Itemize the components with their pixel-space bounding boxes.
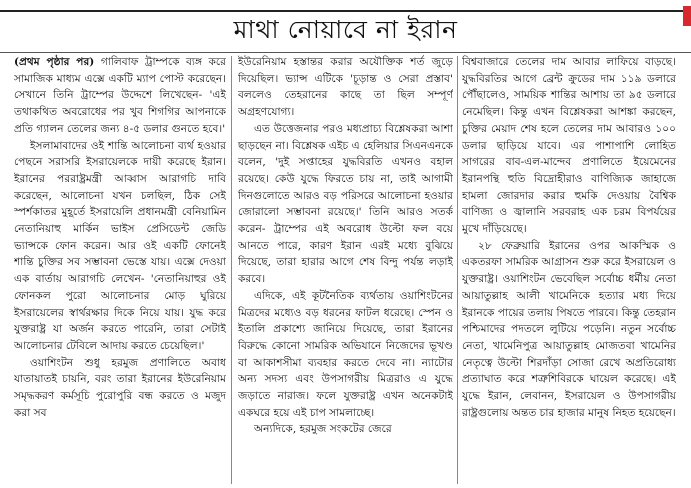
paragraph: ওয়াশিংটন শুধু হরমুজ প্রণালিতে অবাধ যাতায়াতই চায়নি, বরং তারা ইরানের ইউরেনিয়াম সমৃদ্ধকরণ কর্মসূচি পুরোপুরি বন্ধ করতে ও মজুদ করা সব <box>14 356 226 419</box>
headline-banner <box>0 12 691 50</box>
paragraph: ২৮ ফেব্রুয়ারি ইরানের ওপর আকস্মিক ও একতরফা সামরিক আগ্রাসন শুরু করে ইসরায়েল ও যুক্তরাষ্ট্র। ওয়াশিংটন ভেবেছিল সর্বোচ্চ ধর্মীয় নেতা আয়াতুল্লাহ আলী খামেনিকে হত্যার মধ্য দিয়ে ইরানকে পায়ের তলায় পিষতে পারবে। কিন্তু তেহরান পশ্চিমাদের পদতলে লুটিয়ে পড়েনি। নতুন সর্বোচ্চ নেতা, খামেনিপুত্র আয়াতুল্লাহ মোজতবা খামেনির নেতৃত্বে উল্টো শিরদাঁড়া সোজা রেখে অপ্রতিরোধ্য প্রত্যাঘাত করে শত্রুশিবিরকে ঘায়েল করেছে। এই যুদ্ধে ইরান, লেবানন, ইসরায়েল ও উপসাগরীয় রাষ্ট্রগুলোয় অন্তত চার হাজার মানুষ নিহত হয়েছেন। <box>462 239 676 419</box>
headline: মাথা নোয়াবে না ইরান <box>233 14 458 44</box>
article-column-3 <box>462 54 676 484</box>
paragraph-text: গালিবাফ ট্রাম্পকে ব্যঙ্গ করে সামাজিক মাধ্যম এক্সে একটি ম্যাপ পোস্ট করেছেন। সেখানে তিনি ট্রাম্পের উদ্দেশে লিখেছেন- 'এই তথাকথিত অবরোধের পর খুব শিগগির আপনাকে প্রতি গ্যালন তেলের জন্য ৪-৫ ডলার গুনতে হবে।' <box>14 56 226 135</box>
paragraph: অন্যদিকে, হরমুজ সংকটের জেরে <box>254 423 392 436</box>
paragraph: ইসলামাবাদের ওই শান্তি আলোচনা ব্যর্থ হওয়ার পেছনে সরাসরি ইসরায়েলকে দায়ী করেছে ইরান। ইরানের পররাষ্ট্রমন্ত্রী আব্বাস আরাগচি দাবি করেছেন, আলোচনা যখন চলছিল, ঠিক সেই স্পর্শকাতর মুহূর্তে ইসরায়েলি প্রধানমন্ত্রী বেনিয়ামিন নেতানিয়াহু মার্কিন ভাইস প্রেসিডেন্ট জেডি ভ্যান্সকে ফোন করেন। আর ওই একটি ফোনেই শান্তি চুক্তির সব সম্ভাবনা ভেস্তে যায়। এক্সে দেওয়া এক বার্তায় আরাগচি লেখেন- 'নেতানিয়াহুর ওই ফোনকল পুরো আলোচনার মোড় ঘুরিয়ে ইসরায়েলের স্বার্থরক্ষার দিকে নিয়ে যায়। যুদ্ধ করে যুক্তরাষ্ট্র যা অর্জন করতে পারেনি, তারা সেটাই আলোচনার টেবিলে আদায় করতে চেয়েছিল।' <box>14 139 226 352</box>
paragraph: এদিকে, এই কূটনৈতিক ব্যর্থতায় ওয়াশিংটনের মিত্রদের মধ্যেও বড় ধরনের ফাটল ধরেছে। স্পেন ও ইতালি প্রকাশ্যে জানিয়ে দিয়েছে, তারা ইরানের বিরুদ্ধে কোনো সামরিক অভিযানে নিজেদের ভূখণ্ড বা আকাশসীমা ব্যবহার করতে দেবে না। ন্যাটোর অন্য সদস্য এবং উপসাগরীয় মিত্ররাও এ যুদ্ধে জড়াতে নারাজ। ফলে যুক্তরাষ্ট্র এখন অনেকটাই একঘরে হয়ে এই চাপ সামলাচ্ছে। <box>238 289 453 419</box>
paragraph: বিশ্ববাজারে তেলের দাম আবার লাফিয়ে বাড়ছে। যুদ্ধবিরতির আগে ব্রেন্ট ক্রুডের দাম ১১৯ ডলারে পৌঁছালেও, সাময়িক শান্তির আশায় তা ৯৫ ডলারে নেমেছিল। কিন্তু এখন বিশ্লেষকরা আশঙ্কা করছেন, চুক্তির মেয়াদ শেষ হলে তেলের দাম আবারও ১০০ ডলার ছাড়িয়ে যাবে। এর পাশাপাশি লোহিত সাগরের বাব-এল-মান্দেব প্রণালিতে ইয়েমেনের ইরানপন্থি হুতি বিদ্রোহীরাও বাণিজ্যিক জাহাজে হামলা জোরদার করার হুমকি দেওয়ায় বৈশ্বিক বাণিজ্য ও জ্বালানি সরবরাহ এক চরম বিপর্যয়ের মুখে দাঁড়িয়েছে। <box>462 56 676 236</box>
article-column-1 <box>14 54 226 484</box>
article-column-2 <box>238 54 453 484</box>
continuation-label: (প্রথম পৃষ্ঠার পর) <box>14 56 95 68</box>
paragraph <box>14 54 226 138</box>
paragraph: ইউরেনিয়াম হস্তান্তর করার অযৌক্তিক শর্ত জুড়ে দিয়েছিল। ভ্যান্স এটিকে 'চূড়ান্ত ও সেরা প্রস্তাব' বললেও তেহরানের কাছে তা ছিল সম্পূর্ণ অগ্রহণযোগ্য। <box>238 56 453 119</box>
column-divider <box>231 56 232 484</box>
headline-underline <box>0 52 691 53</box>
column-divider <box>457 56 458 484</box>
paragraph: এত উত্তেজনার পরও মধ্যপ্রাচ্য বিশ্লেষকরা আশা ছাড়ছেন না। বিশ্লেষক এইচ এ হেলিয়ার সিএনএনকে বলেন, 'দুই সপ্তাহের যুদ্ধবিরতি এখনও বহাল রয়েছে। কেউ যুদ্ধে ফিরতে চায় না, তাই আগামী দিনগুলোতে আরও বড় পরিসরে আলোচনা হওয়ার জোরালো সম্ভাবনা রয়েছে।' তিনি আরও সতর্ক করেন- ট্রাম্পের এই অবরোধ উল্টো ফল বয়ে আনতে পারে, কারণ ইরান এরই মধ্যে বুঝিয়ে দিয়েছে, তারা হারার আগে শেষ বিন্দু পর্যন্ত লড়াই করবে। <box>238 122 453 286</box>
